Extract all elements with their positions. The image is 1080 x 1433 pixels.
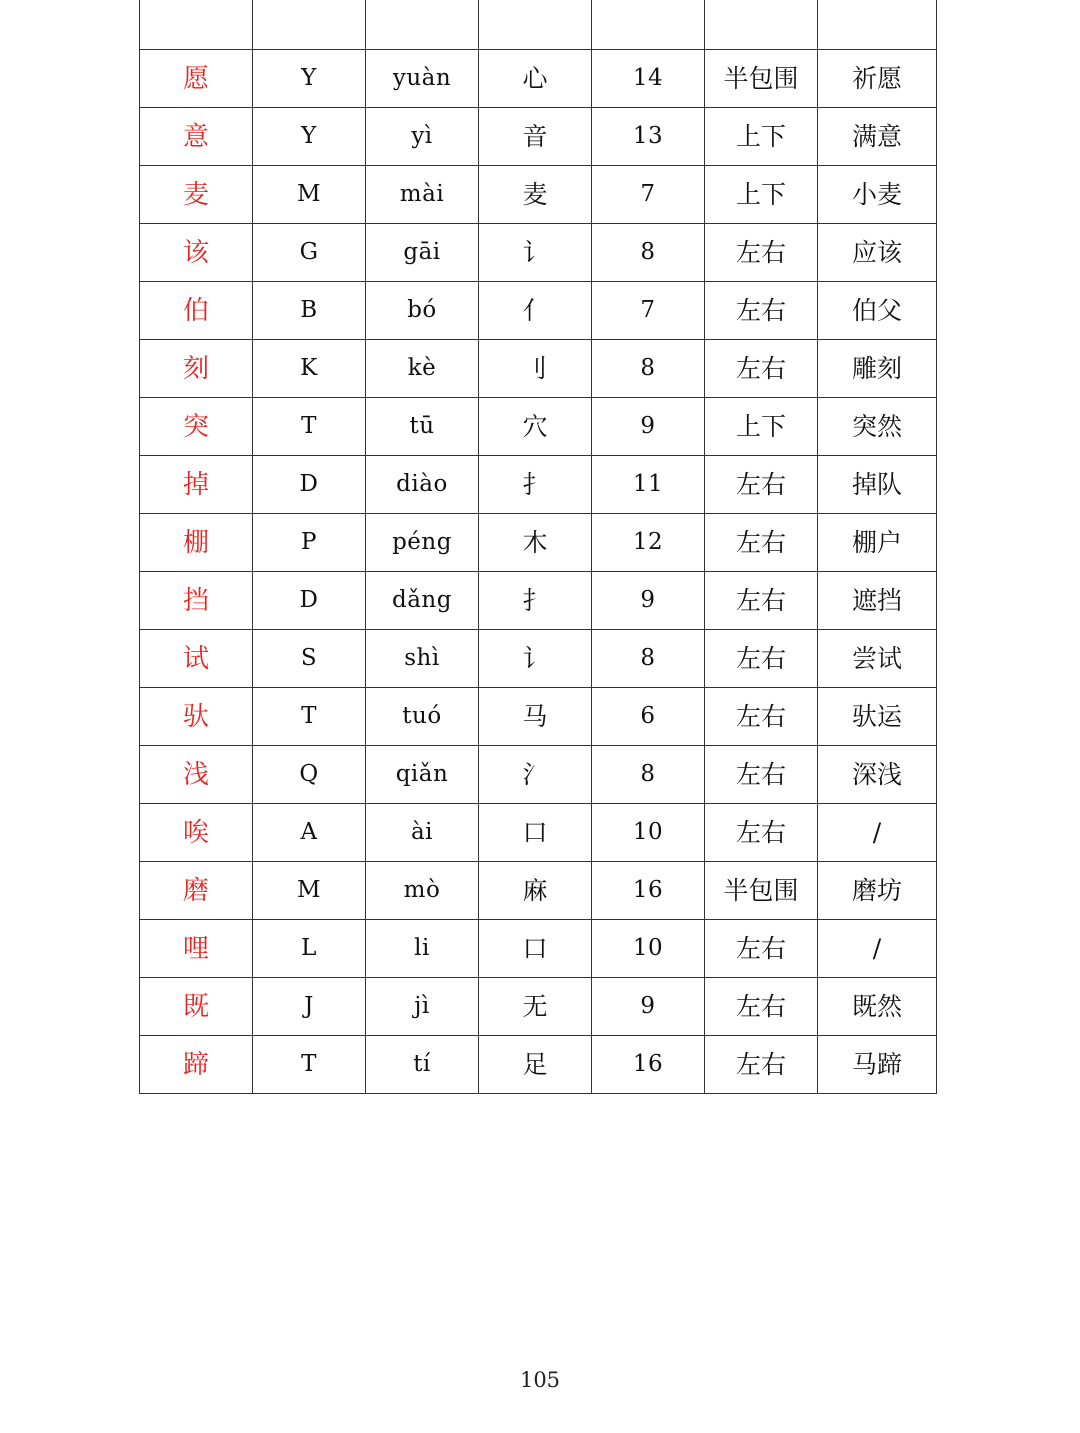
radical-cell: 音: [479, 108, 592, 166]
structure-cell: 左右: [705, 572, 818, 630]
pinyin-cell: diào: [366, 456, 479, 514]
header-cell-cropped: [705, 0, 818, 50]
strokes-cell: 9: [592, 978, 705, 1036]
word-cell: 既然: [818, 978, 937, 1036]
strokes-cell: 13: [592, 108, 705, 166]
structure-cell: 上下: [705, 398, 818, 456]
char-cell: 突: [140, 398, 253, 456]
structure-cell: 左右: [705, 688, 818, 746]
structure-cell: 半包围: [705, 862, 818, 920]
table-row: [140, 630, 937, 688]
char-cell: 该: [140, 224, 253, 282]
structure-cell: 左右: [705, 456, 818, 514]
header-cell-cropped: [140, 0, 253, 50]
char-cell: 哩: [140, 920, 253, 978]
char-cell: 挡: [140, 572, 253, 630]
initial-cell: Y: [253, 50, 366, 108]
pinyin-cell: bó: [366, 282, 479, 340]
word-cell: 驮运: [818, 688, 937, 746]
initial-cell: Y: [253, 108, 366, 166]
table-row: [140, 166, 937, 224]
initial-cell: P: [253, 514, 366, 572]
word-cell: 满意: [818, 108, 937, 166]
radical-cell: 氵: [479, 746, 592, 804]
table-row: [140, 804, 937, 862]
header-cell-cropped: [253, 0, 366, 50]
radical-cell: 麻: [479, 862, 592, 920]
word-cell: /: [818, 804, 937, 862]
radical-cell: 讠: [479, 630, 592, 688]
radical-cell: 麦: [479, 166, 592, 224]
character-table: [139, 0, 937, 1094]
table-body: [140, 0, 937, 1094]
radical-cell: 讠: [479, 224, 592, 282]
char-cell: 磨: [140, 862, 253, 920]
pinyin-cell: tū: [366, 398, 479, 456]
initial-cell: A: [253, 804, 366, 862]
char-cell: 唉: [140, 804, 253, 862]
char-cell: 意: [140, 108, 253, 166]
radical-cell: 无: [479, 978, 592, 1036]
strokes-cell: 6: [592, 688, 705, 746]
strokes-cell: 10: [592, 920, 705, 978]
word-cell: 棚户: [818, 514, 937, 572]
structure-cell: 左右: [705, 282, 818, 340]
initial-cell: J: [253, 978, 366, 1036]
radical-cell: 扌: [479, 456, 592, 514]
char-cell: 麦: [140, 166, 253, 224]
strokes-cell: 14: [592, 50, 705, 108]
word-cell: 马蹄: [818, 1036, 937, 1094]
strokes-cell: 8: [592, 746, 705, 804]
table-row: [140, 340, 937, 398]
word-cell: 深浅: [818, 746, 937, 804]
radical-cell: 木: [479, 514, 592, 572]
char-cell: 浅: [140, 746, 253, 804]
strokes-cell: 11: [592, 456, 705, 514]
header-cell-cropped: [479, 0, 592, 50]
char-cell: 驮: [140, 688, 253, 746]
char-cell: 伯: [140, 282, 253, 340]
word-cell: 祈愿: [818, 50, 937, 108]
table-row: [140, 862, 937, 920]
table-row: [140, 282, 937, 340]
pinyin-cell: péng: [366, 514, 479, 572]
strokes-cell: 7: [592, 282, 705, 340]
initial-cell: L: [253, 920, 366, 978]
strokes-cell: 8: [592, 630, 705, 688]
pinyin-cell: jì: [366, 978, 479, 1036]
char-cell: 试: [140, 630, 253, 688]
structure-cell: 左右: [705, 920, 818, 978]
radical-cell: 亻: [479, 282, 592, 340]
strokes-cell: 16: [592, 1036, 705, 1094]
table-row: [140, 688, 937, 746]
radical-cell: 刂: [479, 340, 592, 398]
radical-cell: 足: [479, 1036, 592, 1094]
header-cell-cropped: [818, 0, 937, 50]
table-row: [140, 108, 937, 166]
strokes-cell: 8: [592, 340, 705, 398]
char-cell: 刻: [140, 340, 253, 398]
char-cell: 愿: [140, 50, 253, 108]
radical-cell: 口: [479, 804, 592, 862]
table-row: [140, 398, 937, 456]
pinyin-cell: kè: [366, 340, 479, 398]
page-number: 105: [519, 1368, 561, 1392]
structure-cell: 上下: [705, 166, 818, 224]
initial-cell: B: [253, 282, 366, 340]
pinyin-cell: ài: [366, 804, 479, 862]
word-cell: 应该: [818, 224, 937, 282]
word-cell: 磨坊: [818, 862, 937, 920]
pinyin-cell: yuàn: [366, 50, 479, 108]
table-row: [140, 920, 937, 978]
radical-cell: 马: [479, 688, 592, 746]
initial-cell: D: [253, 572, 366, 630]
initial-cell: T: [253, 688, 366, 746]
structure-cell: 左右: [705, 630, 818, 688]
structure-cell: 半包围: [705, 50, 818, 108]
table-row: [140, 224, 937, 282]
radical-cell: 口: [479, 920, 592, 978]
initial-cell: M: [253, 862, 366, 920]
structure-cell: 左右: [705, 978, 818, 1036]
word-cell: /: [818, 920, 937, 978]
pinyin-cell: mài: [366, 166, 479, 224]
initial-cell: D: [253, 456, 366, 514]
strokes-cell: 16: [592, 862, 705, 920]
word-cell: 掉队: [818, 456, 937, 514]
word-cell: 遮挡: [818, 572, 937, 630]
initial-cell: G: [253, 224, 366, 282]
structure-cell: 左右: [705, 340, 818, 398]
strokes-cell: 9: [592, 572, 705, 630]
structure-cell: 左右: [705, 804, 818, 862]
pinyin-cell: li: [366, 920, 479, 978]
table-row: [140, 572, 937, 630]
initial-cell: T: [253, 1036, 366, 1094]
pinyin-cell: yì: [366, 108, 479, 166]
radical-cell: 穴: [479, 398, 592, 456]
word-cell: 尝试: [818, 630, 937, 688]
table-row: [140, 456, 937, 514]
initial-cell: K: [253, 340, 366, 398]
table-row: [140, 746, 937, 804]
structure-cell: 左右: [705, 514, 818, 572]
strokes-cell: 7: [592, 166, 705, 224]
word-cell: 雕刻: [818, 340, 937, 398]
structure-cell: 左右: [705, 1036, 818, 1094]
initial-cell: T: [253, 398, 366, 456]
char-cell: 蹄: [140, 1036, 253, 1094]
structure-cell: 左右: [705, 746, 818, 804]
strokes-cell: 8: [592, 224, 705, 282]
strokes-cell: 10: [592, 804, 705, 862]
table-row: [140, 978, 937, 1036]
pinyin-cell: tí: [366, 1036, 479, 1094]
radical-cell: 扌: [479, 572, 592, 630]
word-cell: 突然: [818, 398, 937, 456]
table-header-row-cropped: [140, 0, 937, 50]
character-table-wrapper: [139, 0, 936, 1094]
strokes-cell: 12: [592, 514, 705, 572]
pinyin-cell: shì: [366, 630, 479, 688]
word-cell: 伯父: [818, 282, 937, 340]
table-row: [140, 1036, 937, 1094]
char-cell: 棚: [140, 514, 253, 572]
pinyin-cell: mò: [366, 862, 479, 920]
structure-cell: 左右: [705, 224, 818, 282]
radical-cell: 心: [479, 50, 592, 108]
strokes-cell: 9: [592, 398, 705, 456]
pinyin-cell: qiǎn: [366, 746, 479, 804]
header-cell-cropped: [592, 0, 705, 50]
header-cell-cropped: [366, 0, 479, 50]
structure-cell: 上下: [705, 108, 818, 166]
word-cell: 小麦: [818, 166, 937, 224]
initial-cell: M: [253, 166, 366, 224]
pinyin-cell: gāi: [366, 224, 479, 282]
initial-cell: Q: [253, 746, 366, 804]
pinyin-cell: dǎng: [366, 572, 479, 630]
table-row: [140, 50, 937, 108]
initial-cell: S: [253, 630, 366, 688]
table-row: [140, 514, 937, 572]
char-cell: 既: [140, 978, 253, 1036]
pinyin-cell: tuó: [366, 688, 479, 746]
char-cell: 掉: [140, 456, 253, 514]
